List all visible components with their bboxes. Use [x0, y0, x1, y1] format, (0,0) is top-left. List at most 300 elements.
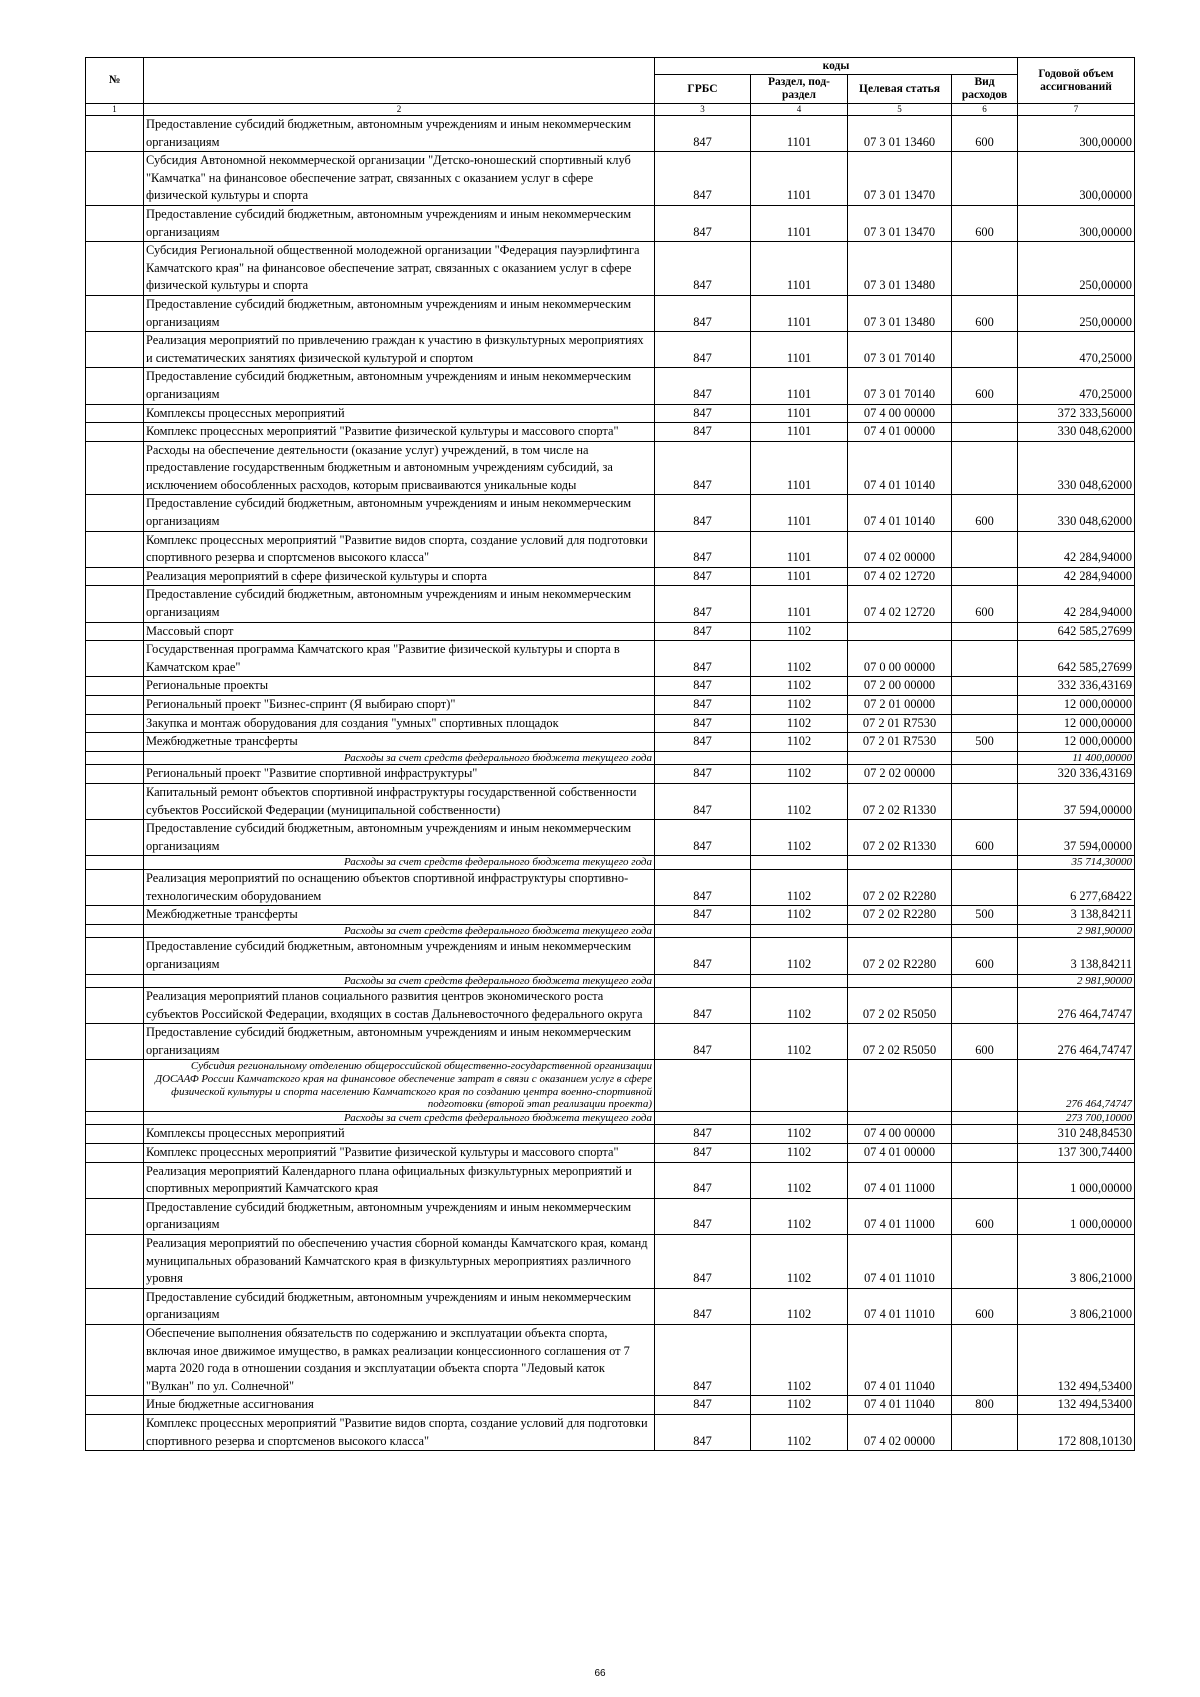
grbs-cell: 847	[655, 1024, 751, 1060]
expense-type-cell: 600	[952, 938, 1018, 974]
row-number-cell	[86, 295, 144, 331]
row-number-cell	[86, 783, 144, 819]
expense-type-cell	[952, 332, 1018, 368]
grbs-cell: 847	[655, 423, 751, 442]
amount-cell: 42 284,94000	[1018, 531, 1135, 567]
section-cell: 1102	[751, 622, 848, 641]
federal-funds-row	[86, 856, 1135, 870]
target-article-cell: 07 2 01 00000	[848, 696, 952, 715]
expense-name-cell: Региональный проект "Развитие спортивной инфраструктуры"	[144, 765, 655, 784]
target-article-cell	[848, 751, 952, 765]
column-number: 3	[655, 104, 751, 116]
section-cell: 1102	[751, 1024, 848, 1060]
table-row	[86, 733, 1135, 752]
section-cell: 1101	[751, 495, 848, 531]
expense-name-cell: Субсидия Автономной некоммерческой организации "Детско-юношеский спортивный клуб "Камчатка" на финансовое обеспечение затрат, связанных с оказанием услуг в сфере физической культуры и спорта	[144, 152, 655, 206]
amount-cell: 642 585,27699	[1018, 622, 1135, 641]
expense-name-cell: Предоставление субсидий бюджетным, автономным учреждениям и иным некоммерческим организациям	[144, 116, 655, 152]
expense-type-cell	[952, 677, 1018, 696]
expense-name-cell: Комплекс процессных мероприятий "Развитие физической культуры и массового спорта"	[144, 1144, 655, 1163]
grbs-cell	[655, 974, 751, 988]
table-row	[86, 152, 1135, 206]
row-number-cell	[86, 906, 144, 925]
target-article-cell	[848, 1060, 952, 1111]
expense-type-cell	[952, 622, 1018, 641]
target-article-cell	[848, 924, 952, 938]
expense-name-cell: Комплекс процессных мероприятий "Развитие физической культуры и массового спорта"	[144, 423, 655, 442]
section-cell	[751, 751, 848, 765]
table-row	[86, 567, 1135, 586]
section-cell: 1101	[751, 205, 848, 241]
expense-type-cell	[952, 783, 1018, 819]
expense-type-cell	[952, 1324, 1018, 1395]
section-cell	[751, 974, 848, 988]
row-number-cell	[86, 1125, 144, 1144]
section-cell: 1102	[751, 714, 848, 733]
expense-name-cell: Капитальный ремонт объектов спортивной инфраструктуры государственной собственности субъектов Российской Федерации (муниципальной собственности)	[144, 783, 655, 819]
grbs-cell: 847	[655, 1396, 751, 1415]
expense-type-cell	[952, 242, 1018, 296]
expense-type-cell	[952, 696, 1018, 715]
row-number-cell	[86, 1324, 144, 1395]
grbs-cell: 847	[655, 152, 751, 206]
expense-type-cell	[952, 714, 1018, 733]
section-cell: 1102	[751, 869, 848, 905]
grbs-cell: 847	[655, 495, 751, 531]
section-cell: 1102	[751, 938, 848, 974]
target-article-cell: 07 3 01 13470	[848, 152, 952, 206]
amount-cell: 42 284,94000	[1018, 567, 1135, 586]
grbs-cell: 847	[655, 696, 751, 715]
grbs-cell: 847	[655, 1414, 751, 1450]
section-cell: 1101	[751, 152, 848, 206]
amount-cell: 42 284,94000	[1018, 586, 1135, 622]
amount-cell: 2 981,90000	[1018, 974, 1135, 988]
expense-name-cell: Реализация мероприятий Календарного плана официальных физкультурных мероприятий и спортивных мероприятий Камчатского края	[144, 1162, 655, 1198]
amount-cell: 6 277,68422	[1018, 869, 1135, 905]
expense-name-cell: Региональные проекты	[144, 677, 655, 696]
expense-type-cell	[952, 641, 1018, 677]
expense-type-cell	[952, 1060, 1018, 1111]
header-number: №	[86, 58, 144, 104]
amount-cell: 137 300,74400	[1018, 1144, 1135, 1163]
target-article-cell: 07 2 01 R7530	[848, 714, 952, 733]
row-number-cell	[86, 1060, 144, 1111]
expense-type-cell	[952, 1235, 1018, 1289]
expense-name-cell: Реализация мероприятий по оснащению объектов спортивной инфраструктуры спортивно-технологическим оборудованием	[144, 869, 655, 905]
section-cell: 1102	[751, 1396, 848, 1415]
grbs-cell: 847	[655, 1162, 751, 1198]
target-article-cell	[848, 974, 952, 988]
target-article-cell: 07 2 02 00000	[848, 765, 952, 784]
expense-type-cell: 600	[952, 586, 1018, 622]
row-number-cell	[86, 1162, 144, 1198]
row-number-cell	[86, 924, 144, 938]
expense-type-cell: 600	[952, 205, 1018, 241]
target-article-cell: 07 4 00 00000	[848, 404, 952, 423]
expense-name-cell: Массовый спорт	[144, 622, 655, 641]
target-article-cell: 07 2 02 R2280	[848, 938, 952, 974]
grbs-cell: 847	[655, 906, 751, 925]
row-number-cell	[86, 820, 144, 856]
section-cell: 1102	[751, 1162, 848, 1198]
section-cell: 1102	[751, 641, 848, 677]
target-article-cell: 07 4 01 11040	[848, 1324, 952, 1395]
section-cell: 1101	[751, 423, 848, 442]
row-number-cell	[86, 714, 144, 733]
target-article-cell: 07 2 02 R5050	[848, 1024, 952, 1060]
grbs-cell: 847	[655, 368, 751, 404]
grbs-cell: 847	[655, 938, 751, 974]
grbs-cell: 847	[655, 1288, 751, 1324]
target-article-cell: 07 4 01 00000	[848, 423, 952, 442]
amount-cell: 35 714,30000	[1018, 856, 1135, 870]
target-article-cell: 07 0 00 00000	[848, 641, 952, 677]
row-number-cell	[86, 423, 144, 442]
expense-name-cell: Расходы за счет средств федерального бюджета текущего года	[144, 751, 655, 765]
federal-funds-row	[86, 1111, 1135, 1125]
grbs-cell	[655, 1060, 751, 1111]
expense-type-cell	[952, 1414, 1018, 1450]
federal-funds-row	[86, 751, 1135, 765]
grbs-cell	[655, 751, 751, 765]
target-article-cell: 07 2 02 R2280	[848, 869, 952, 905]
target-article-cell: 07 4 02 00000	[848, 1414, 952, 1450]
row-number-cell	[86, 152, 144, 206]
row-number-cell	[86, 441, 144, 495]
table-row	[86, 765, 1135, 784]
table-row	[86, 641, 1135, 677]
grbs-cell: 847	[655, 441, 751, 495]
amount-cell: 250,00000	[1018, 295, 1135, 331]
budget-allocation-table	[85, 57, 1135, 1451]
amount-cell: 300,00000	[1018, 152, 1135, 206]
section-cell: 1102	[751, 988, 848, 1024]
section-cell: 1102	[751, 1288, 848, 1324]
expense-name-cell: Реализация мероприятий по обеспечению участия сборной команды Камчатского края, команд муниципальных образований Камчатского края в физкультурных мероприятиях различного уровня	[144, 1235, 655, 1289]
section-cell: 1102	[751, 906, 848, 925]
target-article-cell: 07 3 01 13460	[848, 116, 952, 152]
expense-name-cell: Расходы за счет средств федерального бюджета текущего года	[144, 974, 655, 988]
table-row	[86, 1198, 1135, 1234]
expense-name-cell: Предоставление субсидий бюджетным, автономным учреждениям и иным некоммерческим организациям	[144, 205, 655, 241]
section-cell	[751, 924, 848, 938]
row-number-cell	[86, 1024, 144, 1060]
column-number: 2	[144, 104, 655, 116]
target-article-cell	[848, 622, 952, 641]
header-section: Раздел, под-раздел	[751, 75, 848, 104]
grbs-cell: 847	[655, 714, 751, 733]
section-cell: 1102	[751, 733, 848, 752]
expense-name-cell: Реализация мероприятий планов социального развития центров экономического роста субъектов Российской Федерации, входящих в состав Дальневосточного федерального округа	[144, 988, 655, 1024]
grbs-cell: 847	[655, 783, 751, 819]
expense-type-cell	[952, 1111, 1018, 1125]
row-number-cell	[86, 677, 144, 696]
amount-cell: 330 048,62000	[1018, 495, 1135, 531]
expense-type-cell: 600	[952, 368, 1018, 404]
grbs-cell: 847	[655, 820, 751, 856]
grbs-cell: 847	[655, 869, 751, 905]
grbs-cell	[655, 924, 751, 938]
target-article-cell: 07 4 01 11010	[848, 1235, 952, 1289]
amount-cell: 470,25000	[1018, 368, 1135, 404]
section-cell: 1101	[751, 332, 848, 368]
expense-type-cell	[952, 1144, 1018, 1163]
amount-cell: 330 048,62000	[1018, 441, 1135, 495]
amount-cell: 330 048,62000	[1018, 423, 1135, 442]
expense-name-cell: Комплексы процессных мероприятий	[144, 1125, 655, 1144]
expense-type-cell	[952, 856, 1018, 870]
amount-cell: 3 138,84211	[1018, 938, 1135, 974]
target-article-cell: 07 2 01 R7530	[848, 733, 952, 752]
grbs-cell	[655, 856, 751, 870]
row-number-cell	[86, 856, 144, 870]
row-number-cell	[86, 1414, 144, 1450]
row-number-cell	[86, 1144, 144, 1163]
section-cell: 1102	[751, 783, 848, 819]
section-cell	[751, 1060, 848, 1111]
table-row	[86, 988, 1135, 1024]
table-row	[86, 938, 1135, 974]
expense-type-cell: 800	[952, 1396, 1018, 1415]
row-number-cell	[86, 733, 144, 752]
expense-type-cell	[952, 751, 1018, 765]
grbs-cell: 847	[655, 1198, 751, 1234]
table-row	[86, 783, 1135, 819]
target-article-cell: 07 4 01 11040	[848, 1396, 952, 1415]
expense-type-cell	[952, 423, 1018, 442]
table-row	[86, 1125, 1135, 1144]
grbs-cell: 847	[655, 116, 751, 152]
table-row	[86, 906, 1135, 925]
federal-funds-row	[86, 974, 1135, 988]
expense-type-cell: 600	[952, 820, 1018, 856]
amount-cell: 276 464,74747	[1018, 988, 1135, 1024]
expense-name-cell: Комплекс процессных мероприятий "Развитие видов спорта, создание условий для подготовки спортивного резерва и спортсменов высокого класса"	[144, 1414, 655, 1450]
expense-name-cell: Предоставление субсидий бюджетным, автономным учреждениям и иным некоммерческим организациям	[144, 938, 655, 974]
row-number-cell	[86, 988, 144, 1024]
header-target: Целевая статья	[848, 75, 952, 104]
expense-type-cell	[952, 974, 1018, 988]
grbs-cell: 847	[655, 988, 751, 1024]
section-cell: 1102	[751, 1414, 848, 1450]
target-article-cell: 07 4 01 11000	[848, 1162, 952, 1198]
amount-cell: 3 138,84211	[1018, 906, 1135, 925]
target-article-cell: 07 2 02 R1330	[848, 820, 952, 856]
amount-cell: 12 000,00000	[1018, 733, 1135, 752]
expense-type-cell: 600	[952, 1198, 1018, 1234]
section-cell	[751, 856, 848, 870]
grbs-cell: 847	[655, 1125, 751, 1144]
amount-cell: 2 981,90000	[1018, 924, 1135, 938]
row-number-cell	[86, 751, 144, 765]
expense-name-cell: Субсидия Региональной общественной молодежной организации "Федерация пауэрлифтинга Камчатского края" на финансовое обеспечение затрат, связанных с оказанием услуг в сфере физической культуры и спорта	[144, 242, 655, 296]
row-number-cell	[86, 641, 144, 677]
target-article-cell: 07 2 02 R5050	[848, 988, 952, 1024]
expense-name-cell: Межбюджетные трансферты	[144, 733, 655, 752]
target-article-cell: 07 4 01 11010	[848, 1288, 952, 1324]
expense-type-cell	[952, 441, 1018, 495]
target-article-cell: 07 3 01 70140	[848, 332, 952, 368]
expense-type-cell	[952, 531, 1018, 567]
expense-type-cell: 500	[952, 733, 1018, 752]
grbs-cell: 847	[655, 586, 751, 622]
target-article-cell: 07 3 01 13480	[848, 242, 952, 296]
section-cell: 1102	[751, 677, 848, 696]
row-number-cell	[86, 332, 144, 368]
amount-cell: 276 464,74747	[1018, 1060, 1135, 1111]
expense-name-cell: Государственная программа Камчатского края "Развитие физической культуры и спорта в Камчатском крае"	[144, 641, 655, 677]
amount-cell: 3 806,21000	[1018, 1288, 1135, 1324]
grbs-cell: 847	[655, 677, 751, 696]
row-number-cell	[86, 974, 144, 988]
column-number: 5	[848, 104, 952, 116]
expense-name-cell: Субсидия региональному отделению общероссийской общественно-государственной организации ДОСААФ России Камчатского края на финансовое обеспечение затрат в связи с оказанием услуг в сфере физической культуры и спорта населению Камчатского края по созданию центра военно-спортивной подготовки (второй этап реализации проекта)	[144, 1060, 655, 1111]
expense-name-cell: Межбюджетные трансферты	[144, 906, 655, 925]
expense-name-cell: Региональный проект "Бизнес-спринт (Я выбираю спорт)"	[144, 696, 655, 715]
header-codes: коды	[655, 58, 1018, 75]
expense-type-cell	[952, 404, 1018, 423]
section-cell: 1101	[751, 586, 848, 622]
grbs-cell: 847	[655, 531, 751, 567]
row-number-cell	[86, 1396, 144, 1415]
row-number-cell	[86, 586, 144, 622]
grbs-cell: 847	[655, 295, 751, 331]
expense-type-cell	[952, 1125, 1018, 1144]
expense-type-cell: 500	[952, 906, 1018, 925]
grbs-cell: 847	[655, 205, 751, 241]
amount-cell: 37 594,00000	[1018, 820, 1135, 856]
section-cell: 1102	[751, 765, 848, 784]
grbs-cell	[655, 1111, 751, 1125]
expense-name-cell: Предоставление субсидий бюджетным, автономным учреждениям и иным некоммерческим организациям	[144, 295, 655, 331]
header-vid: Вид расходов	[952, 75, 1018, 104]
column-number: 1	[86, 104, 144, 116]
target-article-cell: 07 2 02 R2280	[848, 906, 952, 925]
column-number: 6	[952, 104, 1018, 116]
amount-cell: 37 594,00000	[1018, 783, 1135, 819]
section-cell: 1101	[751, 295, 848, 331]
target-article-cell: 07 4 01 10140	[848, 495, 952, 531]
column-number-row	[86, 104, 1135, 116]
expense-type-cell	[952, 924, 1018, 938]
target-article-cell: 07 4 01 10140	[848, 441, 952, 495]
section-cell: 1101	[751, 368, 848, 404]
table-row	[86, 332, 1135, 368]
grbs-cell: 847	[655, 765, 751, 784]
grbs-cell: 847	[655, 733, 751, 752]
grbs-cell: 847	[655, 332, 751, 368]
amount-cell: 12 000,00000	[1018, 696, 1135, 715]
table-row	[86, 1288, 1135, 1324]
amount-cell: 300,00000	[1018, 116, 1135, 152]
table-row	[86, 368, 1135, 404]
target-article-cell: 07 2 00 00000	[848, 677, 952, 696]
table-row	[86, 404, 1135, 423]
amount-cell: 1 000,00000	[1018, 1162, 1135, 1198]
header-amount: Годовой объем ассигнований	[1018, 58, 1135, 104]
amount-cell: 11 400,00000	[1018, 751, 1135, 765]
table-row	[86, 1414, 1135, 1450]
target-article-cell: 07 4 01 00000	[848, 1144, 952, 1163]
table-row	[86, 531, 1135, 567]
row-number-cell	[86, 531, 144, 567]
target-article-cell: 07 3 01 13480	[848, 295, 952, 331]
amount-cell: 172 808,10130	[1018, 1414, 1135, 1450]
table-row	[86, 205, 1135, 241]
grbs-cell: 847	[655, 1324, 751, 1395]
expense-name-cell: Комплекс процессных мероприятий "Развитие видов спорта, создание условий для подготовки спортивного резерва и спортсменов высокого класса"	[144, 531, 655, 567]
table-row	[86, 869, 1135, 905]
expense-type-cell	[952, 988, 1018, 1024]
target-article-cell	[848, 856, 952, 870]
expense-name-cell: Закупка и монтаж оборудования для создания "умных" спортивных площадок	[144, 714, 655, 733]
section-cell: 1101	[751, 404, 848, 423]
table-row	[86, 1024, 1135, 1060]
column-number: 4	[751, 104, 848, 116]
expense-name-cell: Предоставление субсидий бюджетным, автономным учреждениям и иным некоммерческим организациям	[144, 368, 655, 404]
section-cell: 1102	[751, 1235, 848, 1289]
expense-name-cell: Расходы за счет средств федерального бюджета текущего года	[144, 1111, 655, 1125]
section-cell: 1102	[751, 696, 848, 715]
grbs-cell: 847	[655, 1235, 751, 1289]
row-number-cell	[86, 1288, 144, 1324]
expense-type-cell: 600	[952, 1024, 1018, 1060]
amount-cell: 276 464,74747	[1018, 1024, 1135, 1060]
target-article-cell: 07 4 02 12720	[848, 586, 952, 622]
amount-cell: 470,25000	[1018, 332, 1135, 368]
row-number-cell	[86, 242, 144, 296]
amount-cell: 3 806,21000	[1018, 1235, 1135, 1289]
section-cell: 1102	[751, 1125, 848, 1144]
federal-funds-row	[86, 1060, 1135, 1111]
expense-name-cell: Предоставление субсидий бюджетным, автономным учреждениям и иным некоммерческим организациям	[144, 820, 655, 856]
expense-type-cell	[952, 1162, 1018, 1198]
row-number-cell	[86, 938, 144, 974]
target-article-cell: 07 4 01 11000	[848, 1198, 952, 1234]
section-cell: 1101	[751, 567, 848, 586]
section-cell: 1101	[751, 441, 848, 495]
grbs-cell: 847	[655, 641, 751, 677]
row-number-cell	[86, 368, 144, 404]
expense-name-cell: Реализация мероприятий в сфере физической культуры и спорта	[144, 567, 655, 586]
table-row	[86, 1396, 1135, 1415]
expense-type-cell: 600	[952, 1288, 1018, 1324]
amount-cell: 132 494,53400	[1018, 1396, 1135, 1415]
table-row	[86, 586, 1135, 622]
expense-name-cell: Расходы на обеспечение деятельности (оказание услуг) учреждений, в том числе на предоставление государственным бюджетным и автономным учреждениям субсидий, за исключением обособленных расходов, которым присваиваются уникальные коды	[144, 441, 655, 495]
expense-name-cell: Предоставление субсидий бюджетным, автономным учреждениям и иным некоммерческим организациям	[144, 1024, 655, 1060]
row-number-cell	[86, 495, 144, 531]
amount-cell: 300,00000	[1018, 205, 1135, 241]
amount-cell: 310 248,84530	[1018, 1125, 1135, 1144]
expense-name-cell: Иные бюджетные ассигнования	[144, 1396, 655, 1415]
expense-name-cell: Предоставление субсидий бюджетным, автономным учреждениям и иным некоммерческим организациям	[144, 586, 655, 622]
target-article-cell: 07 3 01 13470	[848, 205, 952, 241]
section-cell: 1102	[751, 1198, 848, 1234]
amount-cell: 642 585,27699	[1018, 641, 1135, 677]
table-row	[86, 116, 1135, 152]
expense-name-cell: Предоставление субсидий бюджетным, автономным учреждениям и иным некоммерческим организациям	[144, 1288, 655, 1324]
amount-cell: 132 494,53400	[1018, 1324, 1135, 1395]
target-article-cell: 07 3 01 70140	[848, 368, 952, 404]
expense-name-cell: Расходы за счет средств федерального бюджета текущего года	[144, 924, 655, 938]
federal-funds-row	[86, 924, 1135, 938]
table-header	[86, 58, 1135, 116]
target-article-cell: 07 4 00 00000	[848, 1125, 952, 1144]
expense-name-cell: Обеспечение выполнения обязательств по содержанию и эксплуатации объекта спорта, включая иное движимое имущество, в рамках реализации концессионного соглашения от 7 марта 2020 года в отношении создания и эксплуатации объекта спорта "Ледовый каток "Вулкан" по ул. Солнечной"	[144, 1324, 655, 1395]
table-row	[86, 1144, 1135, 1163]
